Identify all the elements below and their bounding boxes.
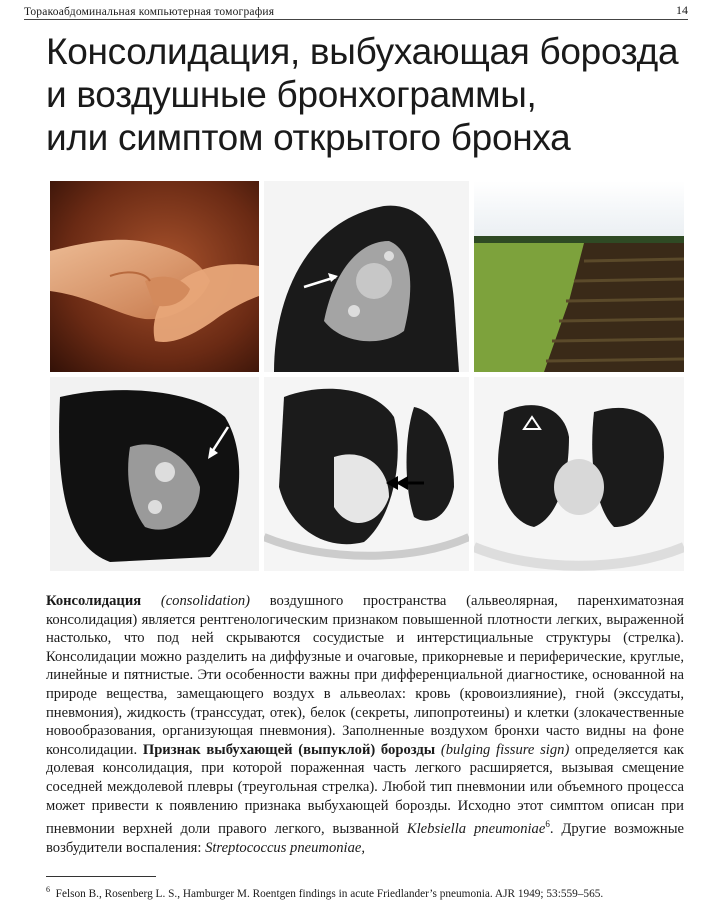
- footnote-text: Felson B., Rosenberg L. S., Hamburger M. Roentgen findings in acute Friedlander’s pneumonia. AJR 1949; 53:559–565.: [55, 887, 604, 900]
- page-title: [46, 30, 686, 159]
- footnote-marker: 6: [46, 885, 50, 894]
- ct-lung-arrow: [50, 377, 259, 571]
- photo-field-furrow: [474, 181, 684, 372]
- page-number: 14: [676, 3, 688, 17]
- term-bulging-fissure-en: (bulging fissure sign): [440, 741, 570, 758]
- ct-bulging-fissure: [264, 377, 469, 571]
- running-header: [24, 0, 688, 20]
- title-line-2: и воздушные бронхограммы,: [46, 74, 537, 115]
- term-consolidation-en: (consolidation): [160, 593, 251, 609]
- body-paragraph: [46, 592, 684, 857]
- term-consolidation: Консолидация: [46, 593, 142, 609]
- running-title: Торакоабдоминальная компьютерная томография: [24, 6, 275, 18]
- organism-klebsiella: Klebsiella pneumoniae: [406, 820, 546, 837]
- title-line-3: или симптом открытого бронха: [46, 117, 571, 158]
- paragraph-text-3: . Другие возможные возбудители воспаления:: [46, 820, 684, 856]
- paragraph-text-1: воздушного пространства (альвеолярная, паренхиматозная консолидация) является рентгенологическим признаком повышенной плотности легких, выраженной настолько, что под ней скрываются сосудистые и интерстициальные структуры (стрелка). Консолидации можно разделить на диффузные и очаговые, прикорневые и периферические, круглые, линейные и пятнистые. Эти особенности важны при дифференциальной диагностике, основанной на природе вещества, замещающего воздух в альвеолах: кровь (кровоизлияние), гной (экссудаты, пневмония), жидкость (транссудат, отек), белок (секреты, липопротеины) и клетки (злокачественные новообразования, организующая пневмония). Заполненные воздухом бронхи часто видны на фоне консолидации.: [46, 593, 684, 758]
- photo-hands: [50, 181, 259, 372]
- footnote-ref[interactable]: 6: [545, 819, 550, 830]
- footnote-rule: [46, 876, 156, 877]
- paragraph-text-2: определяется как долевая консолидация, при которой пораженная часть легкого расширяется, вызывая смещение соседней междолевой плевры (треугольная стрелка). Любой тип пневмонии или объемного процесса может привести к появлению признака выбухающей борозды. Исходно этот симптом описан при пневмонии верхней доли правого легкого, вызванной: [46, 741, 684, 837]
- organism-streptococcus: Streptococcus pneumoniae,: [205, 839, 366, 856]
- footnote: [46, 882, 682, 902]
- ct-consolidation-arrow: [264, 181, 469, 372]
- term-bulging-fissure: Признак выбухающей (выпуклой) борозды: [142, 741, 436, 758]
- title-line-1: Консолидация, выбухающая борозда: [46, 31, 679, 72]
- ct-triangular-arrow: [474, 377, 684, 571]
